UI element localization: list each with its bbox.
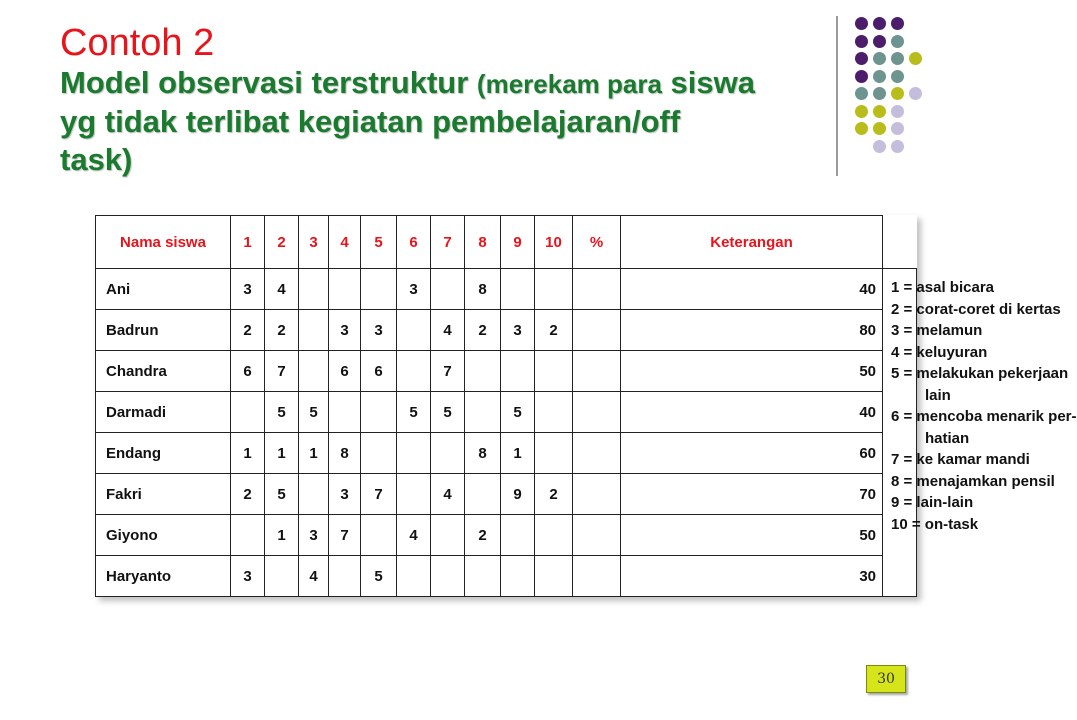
decorative-dot [891, 17, 904, 30]
table-row [96, 474, 917, 515]
observation-cell: 4 [397, 515, 431, 556]
observation-cell [465, 474, 501, 515]
percent-cell: 30 [621, 556, 883, 597]
observation-cell [299, 310, 329, 351]
observation-cell [465, 556, 501, 597]
observation-cell: 5 [265, 474, 299, 515]
observation-cell [431, 433, 465, 474]
observation-cell [397, 474, 431, 515]
decorative-dot-grid [855, 17, 945, 157]
observation-cell [397, 351, 431, 392]
column-header: 10 [535, 216, 573, 269]
observation-cell: 2 [535, 474, 573, 515]
observation-cell: 8 [465, 433, 501, 474]
observation-cell: 5 [397, 392, 431, 433]
observation-cell: 6 [231, 351, 265, 392]
observation-cell: 1 [231, 433, 265, 474]
observation-cell [299, 351, 329, 392]
table-row [96, 310, 917, 351]
observation-cell [361, 433, 397, 474]
student-name: Chandra [96, 351, 231, 392]
observation-cell: 3 [329, 310, 361, 351]
subtitle-main: Model observasi terstruktur [60, 65, 469, 100]
observation-cell [501, 351, 535, 392]
observation-cell [535, 351, 573, 392]
column-header: 5 [361, 216, 397, 269]
decorative-dot [891, 105, 904, 118]
observation-cell [573, 269, 621, 310]
decorative-dot [873, 140, 886, 153]
column-header: 2 [265, 216, 299, 269]
observation-cell: 3 [329, 474, 361, 515]
observation-cell [329, 269, 361, 310]
observation-cell [431, 556, 465, 597]
student-name: Ani [96, 269, 231, 310]
observation-cell [535, 392, 573, 433]
decorative-dot [909, 87, 922, 100]
observation-cell: 3 [501, 310, 535, 351]
table-row [96, 515, 917, 556]
column-header: Keterangan [621, 216, 883, 269]
decorative-dot [873, 52, 886, 65]
observation-cell: 6 [329, 351, 361, 392]
observation-table [95, 215, 1077, 597]
table-body [96, 269, 1077, 597]
legend-line: 7 = ke kamar mandi [891, 451, 1030, 468]
student-name: Haryanto [96, 556, 231, 597]
column-header: % [573, 216, 621, 269]
decorative-dot [873, 35, 886, 48]
decorative-dot [855, 87, 868, 100]
observation-cell [231, 515, 265, 556]
legend-line: 4 = keluyuran [891, 343, 988, 361]
decorative-dot [891, 140, 904, 153]
title-block [60, 22, 760, 179]
observation-cell [329, 392, 361, 433]
student-name: Giyono [96, 515, 231, 556]
observation-cell: 1 [299, 433, 329, 474]
page-number-badge: 30 [866, 665, 906, 693]
observation-cell [397, 433, 431, 474]
column-header: 7 [431, 216, 465, 269]
observation-cell: 2 [465, 515, 501, 556]
observation-cell: 1 [265, 515, 299, 556]
observation-cell: 5 [265, 392, 299, 433]
subtitle-paren: (merekam para [476, 69, 662, 99]
observation-cell: 2 [465, 310, 501, 351]
legend-line: lain [925, 386, 951, 404]
legend-line: 3 = melamun [891, 322, 983, 339]
percent-cell: 50 [621, 351, 883, 392]
legend-line: 10 = on-task [891, 515, 979, 533]
observation-cell [361, 269, 397, 310]
table-row [96, 556, 917, 597]
observation-cell: 2 [231, 474, 265, 515]
observation-cell [329, 556, 361, 597]
decorative-dot [891, 122, 904, 135]
column-header: 9 [501, 216, 535, 269]
observation-cell [431, 515, 465, 556]
legend-cell [883, 269, 1077, 597]
observation-cell: 3 [231, 556, 265, 597]
observation-cell: 3 [231, 269, 265, 310]
student-name: Endang [96, 433, 231, 474]
percent-cell: 40 [621, 269, 883, 310]
observation-cell [535, 269, 573, 310]
observation-cell [501, 269, 535, 310]
legend-line: 5 = melakukan pekerjaan [891, 365, 1069, 382]
observation-cell [501, 515, 535, 556]
observation-cell [573, 392, 621, 433]
table-row [96, 433, 917, 474]
observation-cell: 2 [231, 310, 265, 351]
legend-line: hatian [925, 429, 970, 447]
observation-cell: 1 [265, 433, 299, 474]
decorative-dot [873, 70, 886, 83]
table-row [96, 351, 917, 392]
observation-cell: 6 [361, 351, 397, 392]
decorative-dot [855, 52, 868, 65]
observation-cell: 2 [535, 310, 573, 351]
decorative-dot [891, 35, 904, 48]
observation-cell: 5 [299, 392, 329, 433]
observation-cell [573, 474, 621, 515]
student-name: Darmadi [96, 392, 231, 433]
legend-line: 1 = asal bicara [891, 279, 994, 296]
observation-cell [573, 433, 621, 474]
observation-cell: 7 [265, 351, 299, 392]
observation-cell: 4 [431, 474, 465, 515]
observation-cell: 1 [501, 433, 535, 474]
student-name: Fakri [96, 474, 231, 515]
slide-subtitle [60, 64, 760, 179]
observation-cell: 5 [361, 556, 397, 597]
observation-cell: 7 [361, 474, 397, 515]
percent-cell: 60 [621, 433, 883, 474]
percent-cell: 70 [621, 474, 883, 515]
observation-cell [231, 392, 265, 433]
observation-cell [265, 556, 299, 597]
subtitle-rest: siswa yg tidak terlibat kegiatan pembelajaran/off task) [60, 65, 755, 177]
decorative-dot [891, 52, 904, 65]
observation-cell [397, 556, 431, 597]
table-row [96, 392, 917, 433]
observation-cell: 3 [361, 310, 397, 351]
observation-cell [431, 269, 465, 310]
observation-cell [465, 392, 501, 433]
observation-cell: 7 [329, 515, 361, 556]
observation-cell [573, 310, 621, 351]
observation-cell: 4 [431, 310, 465, 351]
observation-cell [535, 556, 573, 597]
observation-cell [573, 351, 621, 392]
decorative-divider [836, 16, 838, 176]
column-header: 4 [329, 216, 361, 269]
legend-line: 8 = menajamkan pensil [891, 472, 1055, 490]
observation-cell: 2 [265, 310, 299, 351]
observation-cell [535, 433, 573, 474]
slide-title: Contoh 2 [60, 22, 215, 64]
table-header-row [96, 216, 917, 269]
observation-cell [573, 515, 621, 556]
decorative-dot [855, 70, 868, 83]
observation-cell: 8 [465, 269, 501, 310]
column-header: Nama siswa [96, 216, 231, 269]
decorative-dot [873, 87, 886, 100]
decorative-dot [909, 52, 922, 65]
observation-cell [361, 392, 397, 433]
percent-cell: 80 [621, 310, 883, 351]
legend-line: 9 = lain-lain [891, 494, 974, 511]
decorative-dot [855, 35, 868, 48]
decorative-dot [855, 17, 868, 30]
observation-cell: 5 [431, 392, 465, 433]
column-header: 6 [397, 216, 431, 269]
percent-cell: 40 [621, 392, 883, 433]
decorative-dot [873, 17, 886, 30]
observation-cell [397, 310, 431, 351]
table-row [96, 269, 917, 310]
legend-line: 2 = corat-coret di kertas [891, 300, 1061, 318]
column-header: 3 [299, 216, 329, 269]
observation-cell [535, 515, 573, 556]
decorative-dot [855, 122, 868, 135]
observation-cell [465, 351, 501, 392]
decorative-dot [873, 122, 886, 135]
observation-cell [573, 556, 621, 597]
observation-cell: 3 [299, 515, 329, 556]
column-header: 8 [465, 216, 501, 269]
observation-cell [299, 474, 329, 515]
observation-cell: 7 [431, 351, 465, 392]
column-header: 1 [231, 216, 265, 269]
observation-cell: 4 [299, 556, 329, 597]
decorative-dot [855, 105, 868, 118]
observation-cell: 3 [397, 269, 431, 310]
decorative-dot [873, 105, 886, 118]
observation-cell: 4 [265, 269, 299, 310]
decorative-dot [891, 87, 904, 100]
observation-cell: 8 [329, 433, 361, 474]
decorative-dot [891, 70, 904, 83]
observation-cell [299, 269, 329, 310]
percent-cell: 50 [621, 515, 883, 556]
observation-cell: 5 [501, 392, 535, 433]
observation-cell [501, 556, 535, 597]
observation-cell [361, 515, 397, 556]
observation-cell: 9 [501, 474, 535, 515]
student-name: Badrun [96, 310, 231, 351]
legend-line: 6 = mencoba menarik per- [891, 408, 1077, 425]
